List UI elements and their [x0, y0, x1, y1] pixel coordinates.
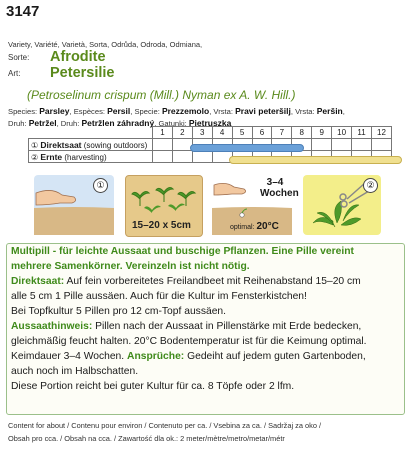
spacing-text: 15–20 x 5cm	[132, 220, 191, 231]
calendar-header-row	[29, 127, 392, 139]
month-7: 7	[272, 127, 292, 139]
sowing-period-bar	[190, 144, 304, 152]
aussaat-line-2: gleichmäßig feucht halten. 20°C Bodentemperatur ist für die Keimung optimal.	[11, 336, 367, 347]
month-8: 8	[292, 127, 312, 139]
intro-line-2: mehrere Samenkörner. Vereinzeln ist nicht nötig.	[11, 261, 250, 272]
month-1: 1	[152, 127, 172, 139]
month-4: 4	[212, 127, 232, 139]
month-2: 2	[172, 127, 192, 139]
keimdauer-line: Keimdauer 3–4 Wochen. Ansprüche: Gedeiht auf jedem guten Gartenboden,	[11, 351, 366, 362]
latin-name: (Petroselinum crispum (Mill.) Nyman ex A. W. Hill.)	[27, 88, 296, 102]
halbschatten-line: auch noch im Halbschatten.	[11, 366, 139, 377]
month-6: 6	[252, 127, 272, 139]
spacing-illustration	[125, 175, 203, 237]
direktsaat-line: Direktsaat: Auf fein vorbereitetes Freilandbeet mit Reihenabstand 15–20 cm	[11, 276, 361, 287]
calendar-row-sowing: ① Direktsaat (sowing outdoors)	[29, 139, 392, 151]
product-code: 3147	[6, 3, 40, 20]
species-name: Petersilie	[50, 65, 115, 81]
druh-translations: Druh: Petržel, Druh: Petržlen záhradný, Gatunki: Pietruszka	[8, 118, 232, 128]
optimal-temperature: optimal: 20°C	[230, 221, 279, 232]
month-9: 9	[312, 127, 332, 139]
step-1-badge: ①	[93, 178, 108, 193]
content-amount-line-2: Obsah pro cca. / Obsah na cca. / Zawartość dla ok.: 2 meter/mètre/metro/metar/métr	[8, 434, 285, 443]
art-label: Art:	[8, 69, 21, 78]
portion-line: Diese Portion reicht bei guter Kultur für ca. 8 Töpfe oder 2 lfm.	[11, 381, 295, 392]
variety-name: Afrodite	[50, 49, 106, 65]
month-12: 12	[371, 127, 391, 139]
calendar-row-harvest: ② Ernte (harvesting)	[29, 151, 392, 163]
aussaat-line: Aussaathinweis: Pillen nach der Aussaat in Pillenstärke mit Erde bedecken,	[11, 321, 362, 332]
instructions-box	[6, 243, 405, 415]
harvest-illustration	[303, 175, 381, 235]
species-translations: Species: Parsley, Espèces: Persil, Specie: Prezzemolo, Vrsta: Pravi peteršilj, Vrsta: Peršin,	[8, 106, 345, 116]
month-3: 3	[192, 127, 212, 139]
topfkultur-line: Bei Topfkultur 5 Pillen pro 12 cm-Topf aussäen.	[11, 306, 227, 317]
month-5: 5	[232, 127, 252, 139]
step-2-badge: ②	[363, 178, 378, 193]
content-amount-line-1: Content for about / Contenu pour environ / Contenuto per ca. / Vsebina za ca. / Sadržaj za oko /	[8, 421, 322, 430]
variety-languages-line: Variety, Variété, Varietà, Sorta, Odrůda, Odroda, Odmiana,	[8, 40, 203, 49]
sowing-illustration	[34, 175, 114, 235]
direktsaat-line-2: alle 5 cm 1 Pille aussäen. Auch für die Kultur im Fensterkistchen!	[11, 291, 307, 302]
germination-weeks: 3–4 Wochen	[260, 177, 299, 199]
month-11: 11	[352, 127, 372, 139]
germination-illustration	[212, 175, 299, 235]
sorte-label: Sorte:	[8, 53, 30, 62]
month-10: 10	[332, 127, 352, 139]
harvest-period-bar	[229, 156, 402, 164]
intro-line-1: Multipill - für leichte Aussaat und buschige Pflanzen. Eine Pille vereint	[11, 246, 354, 257]
